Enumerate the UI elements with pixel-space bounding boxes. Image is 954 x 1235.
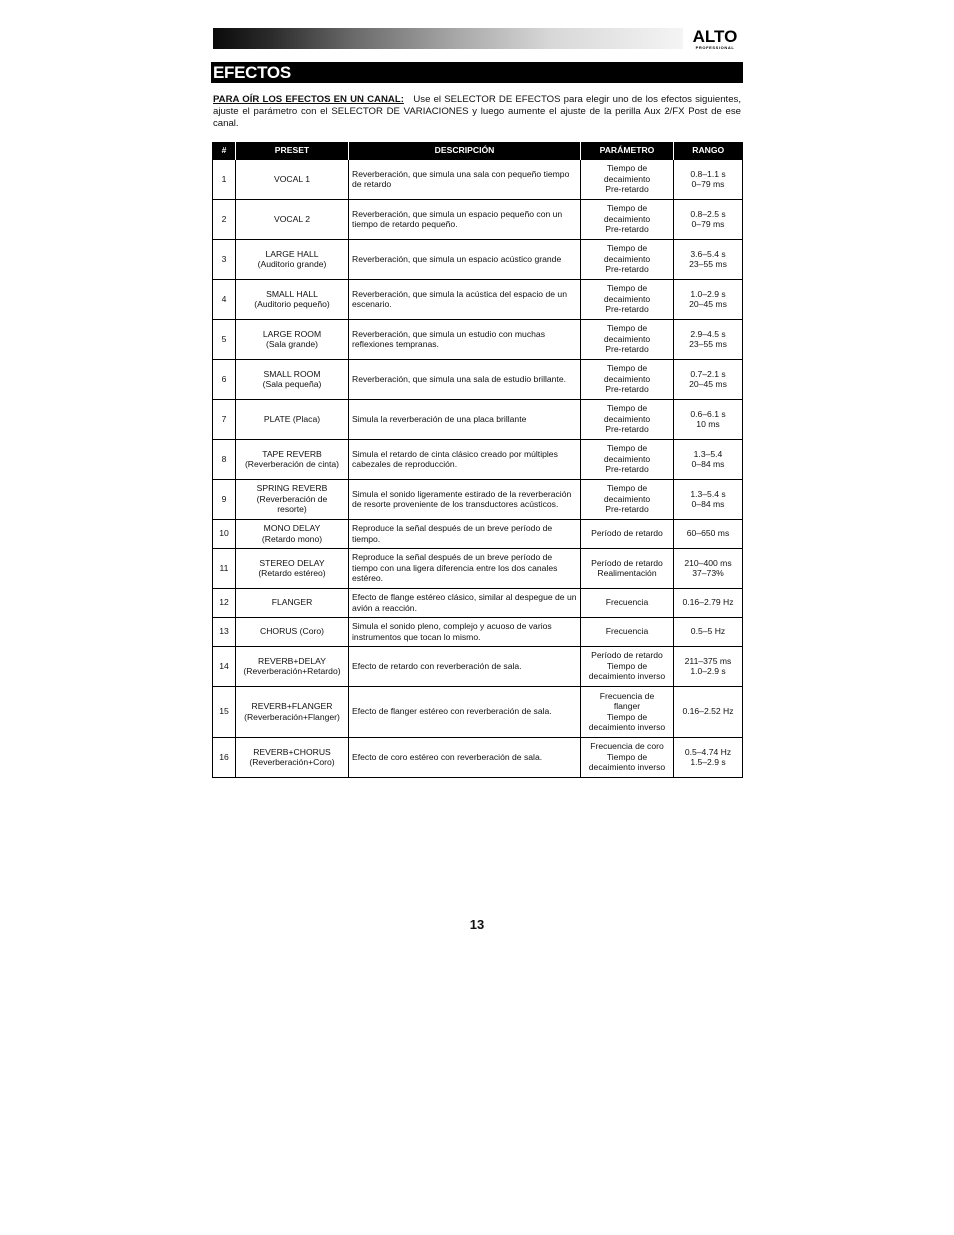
parameter-line: Período de retardo [591, 650, 663, 661]
preset-number-cell: 11 [213, 548, 236, 588]
parameter-cell [581, 279, 674, 319]
preset-name-cell [236, 159, 349, 199]
range-cell [674, 159, 743, 199]
parameter-line: decaimiento [603, 213, 651, 224]
column-header-parameter: PARÁMETRO [581, 142, 674, 159]
range-line: 0.16–2.52 Hz [682, 706, 734, 717]
parameter-cell [581, 617, 674, 646]
parameter-cell [581, 737, 674, 777]
preset-number-cell: 8 [213, 439, 236, 479]
range-line: 20–45 ms [689, 299, 727, 309]
preset-name-line: (Auditorio pequeño) [254, 299, 330, 309]
page-number: 13 [469, 917, 485, 932]
table-row [213, 617, 743, 646]
table-row [213, 239, 743, 279]
preset-name-line: (Sala pequeña) [262, 379, 322, 389]
description-cell: Efecto de flanger estéreo con reverberación de sala. [349, 686, 581, 737]
table-row [213, 519, 743, 548]
description-cell: Simula el sonido ligeramente estirado de la reverberación de resorte proveniente de los transductores acústicos. [349, 479, 581, 519]
intro-text: Use el SELECTOR DE EFECTOS para elegir uno de los efectos siguientes, ajuste el parámetro con el SELECTOR DE VARIACIONES y luego aumente el ajuste de la perilla Aux 2/FX Post de ese canal. [213, 94, 741, 129]
preset-name-line: TAPE REVERB [262, 448, 322, 459]
table-row [213, 548, 743, 588]
range-cell [674, 548, 743, 588]
column-header-preset: PRESET [236, 142, 349, 159]
range-line: 0.7–2.1 s [690, 368, 726, 379]
parameter-line: Pre-retardo [605, 424, 649, 435]
range-cell [674, 686, 743, 737]
parameter-line: Tiempo de [606, 323, 648, 334]
preset-name-cell [236, 519, 349, 548]
preset-name-cell [236, 319, 349, 359]
header-gradient-bar [213, 28, 683, 49]
preset-number-cell: 3 [213, 239, 236, 279]
range-line: 10 ms [696, 419, 720, 429]
parameter-line: decaimiento [603, 333, 651, 344]
parameter-cell [581, 399, 674, 439]
preset-name-cell [236, 199, 349, 239]
parameter-line: Tiempo de [606, 203, 648, 214]
range-line: 1.5–2.9 s [690, 757, 726, 767]
table-row [213, 279, 743, 319]
parameter-line: flanger [613, 701, 641, 711]
range-line: 0.6–6.1 s [690, 408, 726, 419]
preset-number-cell: 13 [213, 617, 236, 646]
range-line: 0–79 ms [691, 179, 725, 189]
parameter-cell [581, 479, 674, 519]
parameter-cell [581, 319, 674, 359]
parameter-line: decaimiento [603, 413, 651, 424]
preset-name-line: (Reverberación+Coro) [249, 757, 335, 767]
parameter-cell [581, 686, 674, 737]
range-line: 210–400 ms [684, 557, 732, 568]
range-cell [674, 279, 743, 319]
parameter-cell [581, 359, 674, 399]
parameter-line: Período de retardo [591, 528, 663, 539]
parameter-cell [581, 439, 674, 479]
preset-number-cell: 4 [213, 279, 236, 319]
intro-paragraph [213, 94, 741, 130]
range-line: 1.0–2.9 s [690, 666, 726, 676]
preset-name-cell [236, 359, 349, 399]
parameter-line: Tiempo de [606, 711, 648, 722]
range-cell [674, 359, 743, 399]
description-cell: Simula el retardo de cinta clásico creado por múltiples cabezales de reproducción. [349, 439, 581, 479]
range-line: 23–55 ms [689, 339, 727, 349]
logo-wordmark: ALTO [692, 27, 738, 46]
preset-name-cell [236, 737, 349, 777]
preset-number-cell: 12 [213, 588, 236, 617]
parameter-cell [581, 199, 674, 239]
range-cell [674, 588, 743, 617]
table-row [213, 319, 743, 359]
parameter-line: Pre-retardo [605, 224, 649, 235]
parameter-cell [581, 646, 674, 686]
description-cell: Simula la reverberación de una placa brillante [349, 399, 581, 439]
range-line: 0–84 ms [691, 499, 725, 509]
table-row [213, 199, 743, 239]
parameter-line: Pre-retardo [605, 264, 649, 275]
preset-name-line: PLATE (Placa) [263, 413, 321, 424]
range-cell [674, 399, 743, 439]
range-cell [674, 646, 743, 686]
preset-name-cell [236, 617, 349, 646]
range-line: 0.16–2.79 Hz [682, 597, 734, 608]
section-title-bar [211, 62, 743, 83]
logo-tagline: PROFESSIONAL [695, 45, 735, 50]
parameter-line: decaimiento [603, 453, 651, 464]
table-row [213, 359, 743, 399]
preset-number-cell: 10 [213, 519, 236, 548]
preset-number-cell: 6 [213, 359, 236, 399]
parameter-line: Frecuencia [605, 597, 649, 608]
description-cell: Reverberación, que simula un espacio acústico grande [349, 239, 581, 279]
table-row [213, 439, 743, 479]
preset-number-cell: 9 [213, 479, 236, 519]
range-line: 0.5–4.74 Hz [684, 746, 732, 757]
preset-name-line: (Reverberación+Retardo) [243, 666, 341, 676]
parameter-line: decaimiento inverso [588, 671, 666, 682]
preset-name-cell [236, 686, 349, 737]
parameter-line: decaimiento [603, 173, 651, 184]
description-cell: Reverberación, que simula la acústica del espacio de un escenario. [349, 279, 581, 319]
range-cell [674, 199, 743, 239]
range-line: 1.3–5.4 [693, 448, 723, 459]
description-cell: Efecto de flange estéreo clásico, similar al despegue de un avión a reacción. [349, 588, 581, 617]
parameter-line: Pre-retardo [605, 384, 649, 395]
range-cell [674, 617, 743, 646]
parameter-line: Tiempo de [606, 483, 648, 494]
parameter-cell [581, 548, 674, 588]
preset-number-cell: 1 [213, 159, 236, 199]
preset-number-cell: 14 [213, 646, 236, 686]
description-cell: Reverberación, que simula un estudio con muchas reflexiones tempranas. [349, 319, 581, 359]
range-line: 2.9–4.5 s [690, 328, 726, 339]
description-cell: Reproduce la señal después de un breve período de tiempo con una ligera diferencia entre los dos canales estéreo. [349, 548, 581, 588]
alto-logo [686, 29, 744, 51]
parameter-cell [581, 519, 674, 548]
preset-name-line: LARGE HALL [265, 248, 319, 259]
table-row [213, 159, 743, 199]
table-row [213, 479, 743, 519]
range-cell [674, 737, 743, 777]
preset-name-line: FLANGER [271, 597, 313, 608]
parameter-line: Frecuencia de [599, 690, 655, 701]
preset-name-line: SPRING REVERB [256, 483, 328, 494]
preset-name-cell [236, 239, 349, 279]
intro-lead: PARA OÍR LOS EFECTOS EN UN CANAL: [213, 94, 404, 105]
preset-name-line: VOCAL 1 [274, 173, 310, 184]
column-header-range: RANGO [674, 142, 743, 159]
table-row [213, 399, 743, 439]
preset-name-line: (Reverberación+Flanger) [244, 711, 340, 722]
range-cell [674, 439, 743, 479]
preset-name-line: SMALL HALL [266, 288, 318, 299]
effects-table [212, 142, 743, 778]
preset-name-cell [236, 588, 349, 617]
table-row [213, 686, 743, 737]
preset-name-line: (Retardo estéreo) [258, 568, 326, 578]
preset-name-line: (Reverberación de cinta) [244, 459, 340, 469]
preset-name-cell [236, 646, 349, 686]
range-line: 37–73% [692, 568, 724, 578]
description-cell: Reverberación, que simula un espacio pequeño con un tiempo de retardo pequeño. [349, 199, 581, 239]
preset-number-cell: 2 [213, 199, 236, 239]
range-line: 0.8–1.1 s [690, 168, 726, 179]
range-line: 1.3–5.4 s [690, 488, 726, 499]
parameter-line: Pre-retardo [605, 504, 649, 515]
preset-name-line: (Retardo mono) [261, 533, 323, 544]
description-cell: Reproduce la señal después de un breve período de tiempo. [349, 519, 581, 548]
parameter-cell [581, 159, 674, 199]
preset-number-cell: 15 [213, 686, 236, 737]
range-line: 211–375 ms [684, 655, 732, 666]
description-cell: Efecto de retardo con reverberación de sala. [349, 646, 581, 686]
table-row [213, 737, 743, 777]
range-line: 3.6–5.4 s [690, 248, 726, 259]
preset-name-line: VOCAL 2 [274, 213, 310, 224]
parameter-cell [581, 588, 674, 617]
parameter-line: Pre-retardo [605, 344, 649, 355]
preset-number-cell: 7 [213, 399, 236, 439]
column-header-number: # [213, 142, 236, 159]
effects-table-body [213, 159, 743, 777]
range-cell [674, 479, 743, 519]
section-title: EFECTOS [213, 63, 291, 82]
range-line: 0.8–2.5 s [690, 208, 726, 219]
preset-name-cell [236, 399, 349, 439]
range-cell [674, 519, 743, 548]
parameter-line: Tiempo de [606, 403, 648, 414]
parameter-line: Frecuencia de coro [590, 741, 664, 752]
preset-name-cell [236, 548, 349, 588]
parameter-line: Período de retardo [591, 557, 663, 568]
range-line: 0–84 ms [691, 459, 725, 469]
parameter-line: decaimiento [603, 493, 651, 504]
preset-name-line: REVERB+DELAY [258, 655, 326, 666]
range-line: 0–79 ms [691, 219, 725, 229]
preset-name-line: LARGE ROOM [262, 328, 322, 339]
parameter-line: Tiempo de [606, 243, 648, 254]
preset-name-cell [236, 439, 349, 479]
range-line: 1.0–2.9 s [690, 288, 726, 299]
preset-name-line: resorte) [277, 504, 307, 515]
preset-name-line: (Auditorio grande) [257, 259, 327, 269]
preset-number-cell: 16 [213, 737, 236, 777]
preset-name-line: SMALL ROOM [263, 368, 321, 379]
preset-name-line: (Sala grande) [265, 339, 319, 349]
preset-name-line: CHORUS (Coro) [260, 626, 324, 637]
range-line: 20–45 ms [689, 379, 727, 389]
parameter-line: decaimiento [603, 253, 651, 264]
range-cell [674, 239, 743, 279]
parameter-line: decaimiento [603, 373, 651, 384]
range-line: 60–650 ms [686, 528, 730, 539]
description-cell: Reverberación, que simula una sala de estudio brillante. [349, 359, 581, 399]
parameter-line: Realimentación [597, 568, 657, 578]
parameter-line: Tiempo de [606, 751, 648, 762]
description-cell: Efecto de coro estéreo con reverberación de sala. [349, 737, 581, 777]
table-row [213, 646, 743, 686]
preset-name-cell [236, 479, 349, 519]
table-header-row [213, 142, 743, 159]
column-header-description: DESCRIPCIÓN [349, 142, 581, 159]
table-row [213, 588, 743, 617]
parameter-line: decaimiento [603, 293, 651, 304]
parameter-line: Frecuencia [605, 626, 649, 637]
parameter-line: Tiempo de [606, 443, 648, 454]
description-cell: Simula el sonido pleno, complejo y acuoso de varios instrumentos que tocan lo mismo. [349, 617, 581, 646]
parameter-line: Pre-retardo [605, 464, 649, 475]
range-line: 0.5–5 Hz [690, 626, 726, 637]
parameter-line: Tiempo de [606, 363, 648, 374]
range-cell [674, 319, 743, 359]
parameter-line: Pre-retardo [605, 304, 649, 315]
description-cell: Reverberación, que simula una sala con pequeño tiempo de retardo [349, 159, 581, 199]
parameter-line: Tiempo de [606, 660, 648, 671]
parameter-line: Pre-retardo [605, 184, 649, 195]
parameter-line: Tiempo de [606, 163, 648, 174]
parameter-line: Tiempo de [606, 283, 648, 294]
preset-name-line: MONO DELAY [263, 523, 321, 533]
preset-name-line: STEREO DELAY [259, 557, 325, 568]
preset-number-cell: 5 [213, 319, 236, 359]
preset-name-line: (Reverberación de [256, 493, 328, 504]
preset-name-cell [236, 279, 349, 319]
preset-name-line: REVERB+CHORUS [253, 746, 331, 757]
range-line: 23–55 ms [689, 259, 727, 269]
parameter-cell [581, 239, 674, 279]
parameter-line: decaimiento inverso [588, 722, 666, 732]
parameter-line: decaimiento inverso [588, 762, 666, 773]
preset-name-line: REVERB+FLANGER [251, 701, 333, 711]
